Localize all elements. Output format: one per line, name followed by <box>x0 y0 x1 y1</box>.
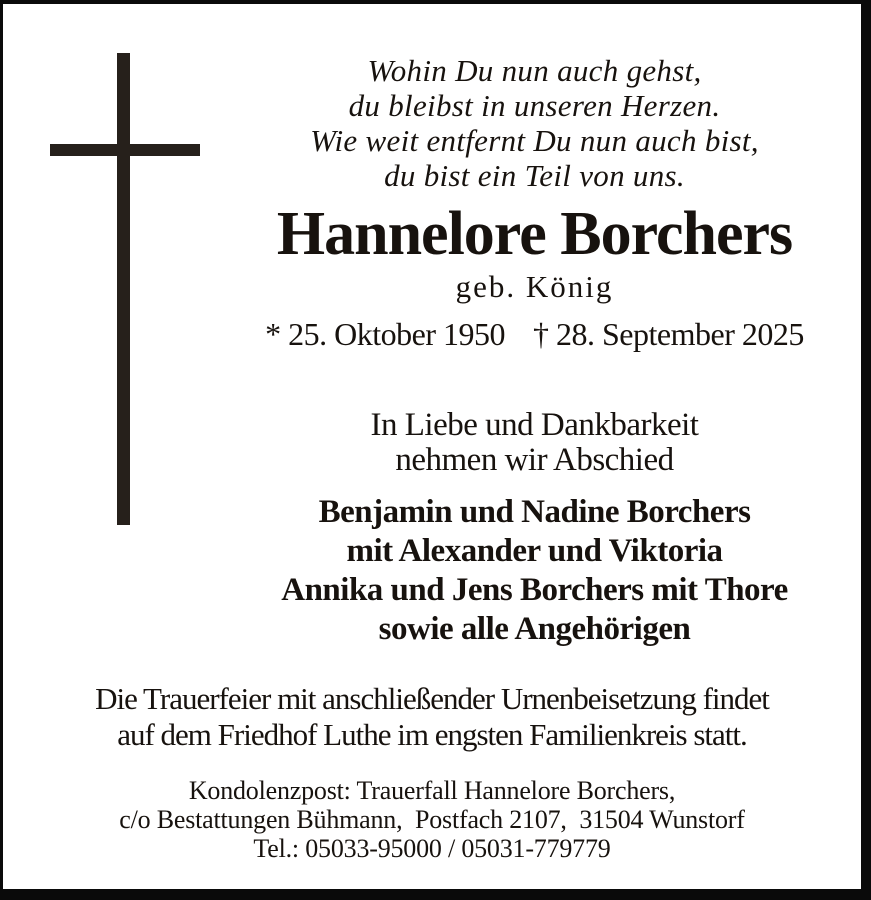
deceased-name: Hannelore Borchers <box>276 200 793 268</box>
mourners-line: Benjamin und Nadine Borchers <box>318 494 751 530</box>
funeral-info <box>3 681 861 753</box>
poem-line: du bleibst in unseren Herzen. <box>348 88 721 123</box>
farewell-line: nehmen wir Abschied <box>395 442 674 478</box>
memorial-cross-vertical-bar <box>117 53 130 525</box>
poem-line: du bist ein Teil von uns. <box>384 158 685 193</box>
poem-line: Wohin Du nun auch gehst, <box>367 53 702 88</box>
mourners-list <box>208 493 861 649</box>
mourners-line: mit Alexander und Viktoria <box>346 533 723 569</box>
farewell-message <box>208 408 861 478</box>
memorial-cross-horizontal-bar <box>50 144 200 156</box>
main-column <box>208 4 861 649</box>
funeral-info-line: Die Trauerfeier mit anschließender Urnenbeisetzung findet <box>95 681 769 716</box>
condolence-line: Tel.: 05033-95000 / 05031-779779 <box>253 834 611 863</box>
maiden-name: geb. König <box>455 269 614 304</box>
life-dates <box>208 317 861 352</box>
birth-date: * 25. Oktober 1950 <box>265 316 505 352</box>
memorial-cross-icon <box>50 53 200 525</box>
funeral-info-line: auf dem Friedhof Luthe im engsten Familienkreis statt. <box>117 717 747 752</box>
condolence-line: Kondolenzpost: Trauerfall Hannelore Borchers, <box>188 776 676 805</box>
condolence-address <box>3 776 861 863</box>
poem-line: Wie weit entfernt Du nun auch bist, <box>310 123 759 158</box>
mourners-line: Annika und Jens Borchers mit Thore <box>281 572 788 608</box>
condolence-line: c/o Bestattungen Bühmann, Postfach 2107, 31504 Wunstorf <box>119 805 745 834</box>
lower-section <box>3 681 861 863</box>
death-date: † 28. September 2025 <box>533 316 804 352</box>
farewell-line: In Liebe und Dankbarkeit <box>370 407 699 443</box>
mourners-line: sowie alle Angehörigen <box>378 611 691 647</box>
memorial-poem <box>208 53 861 193</box>
